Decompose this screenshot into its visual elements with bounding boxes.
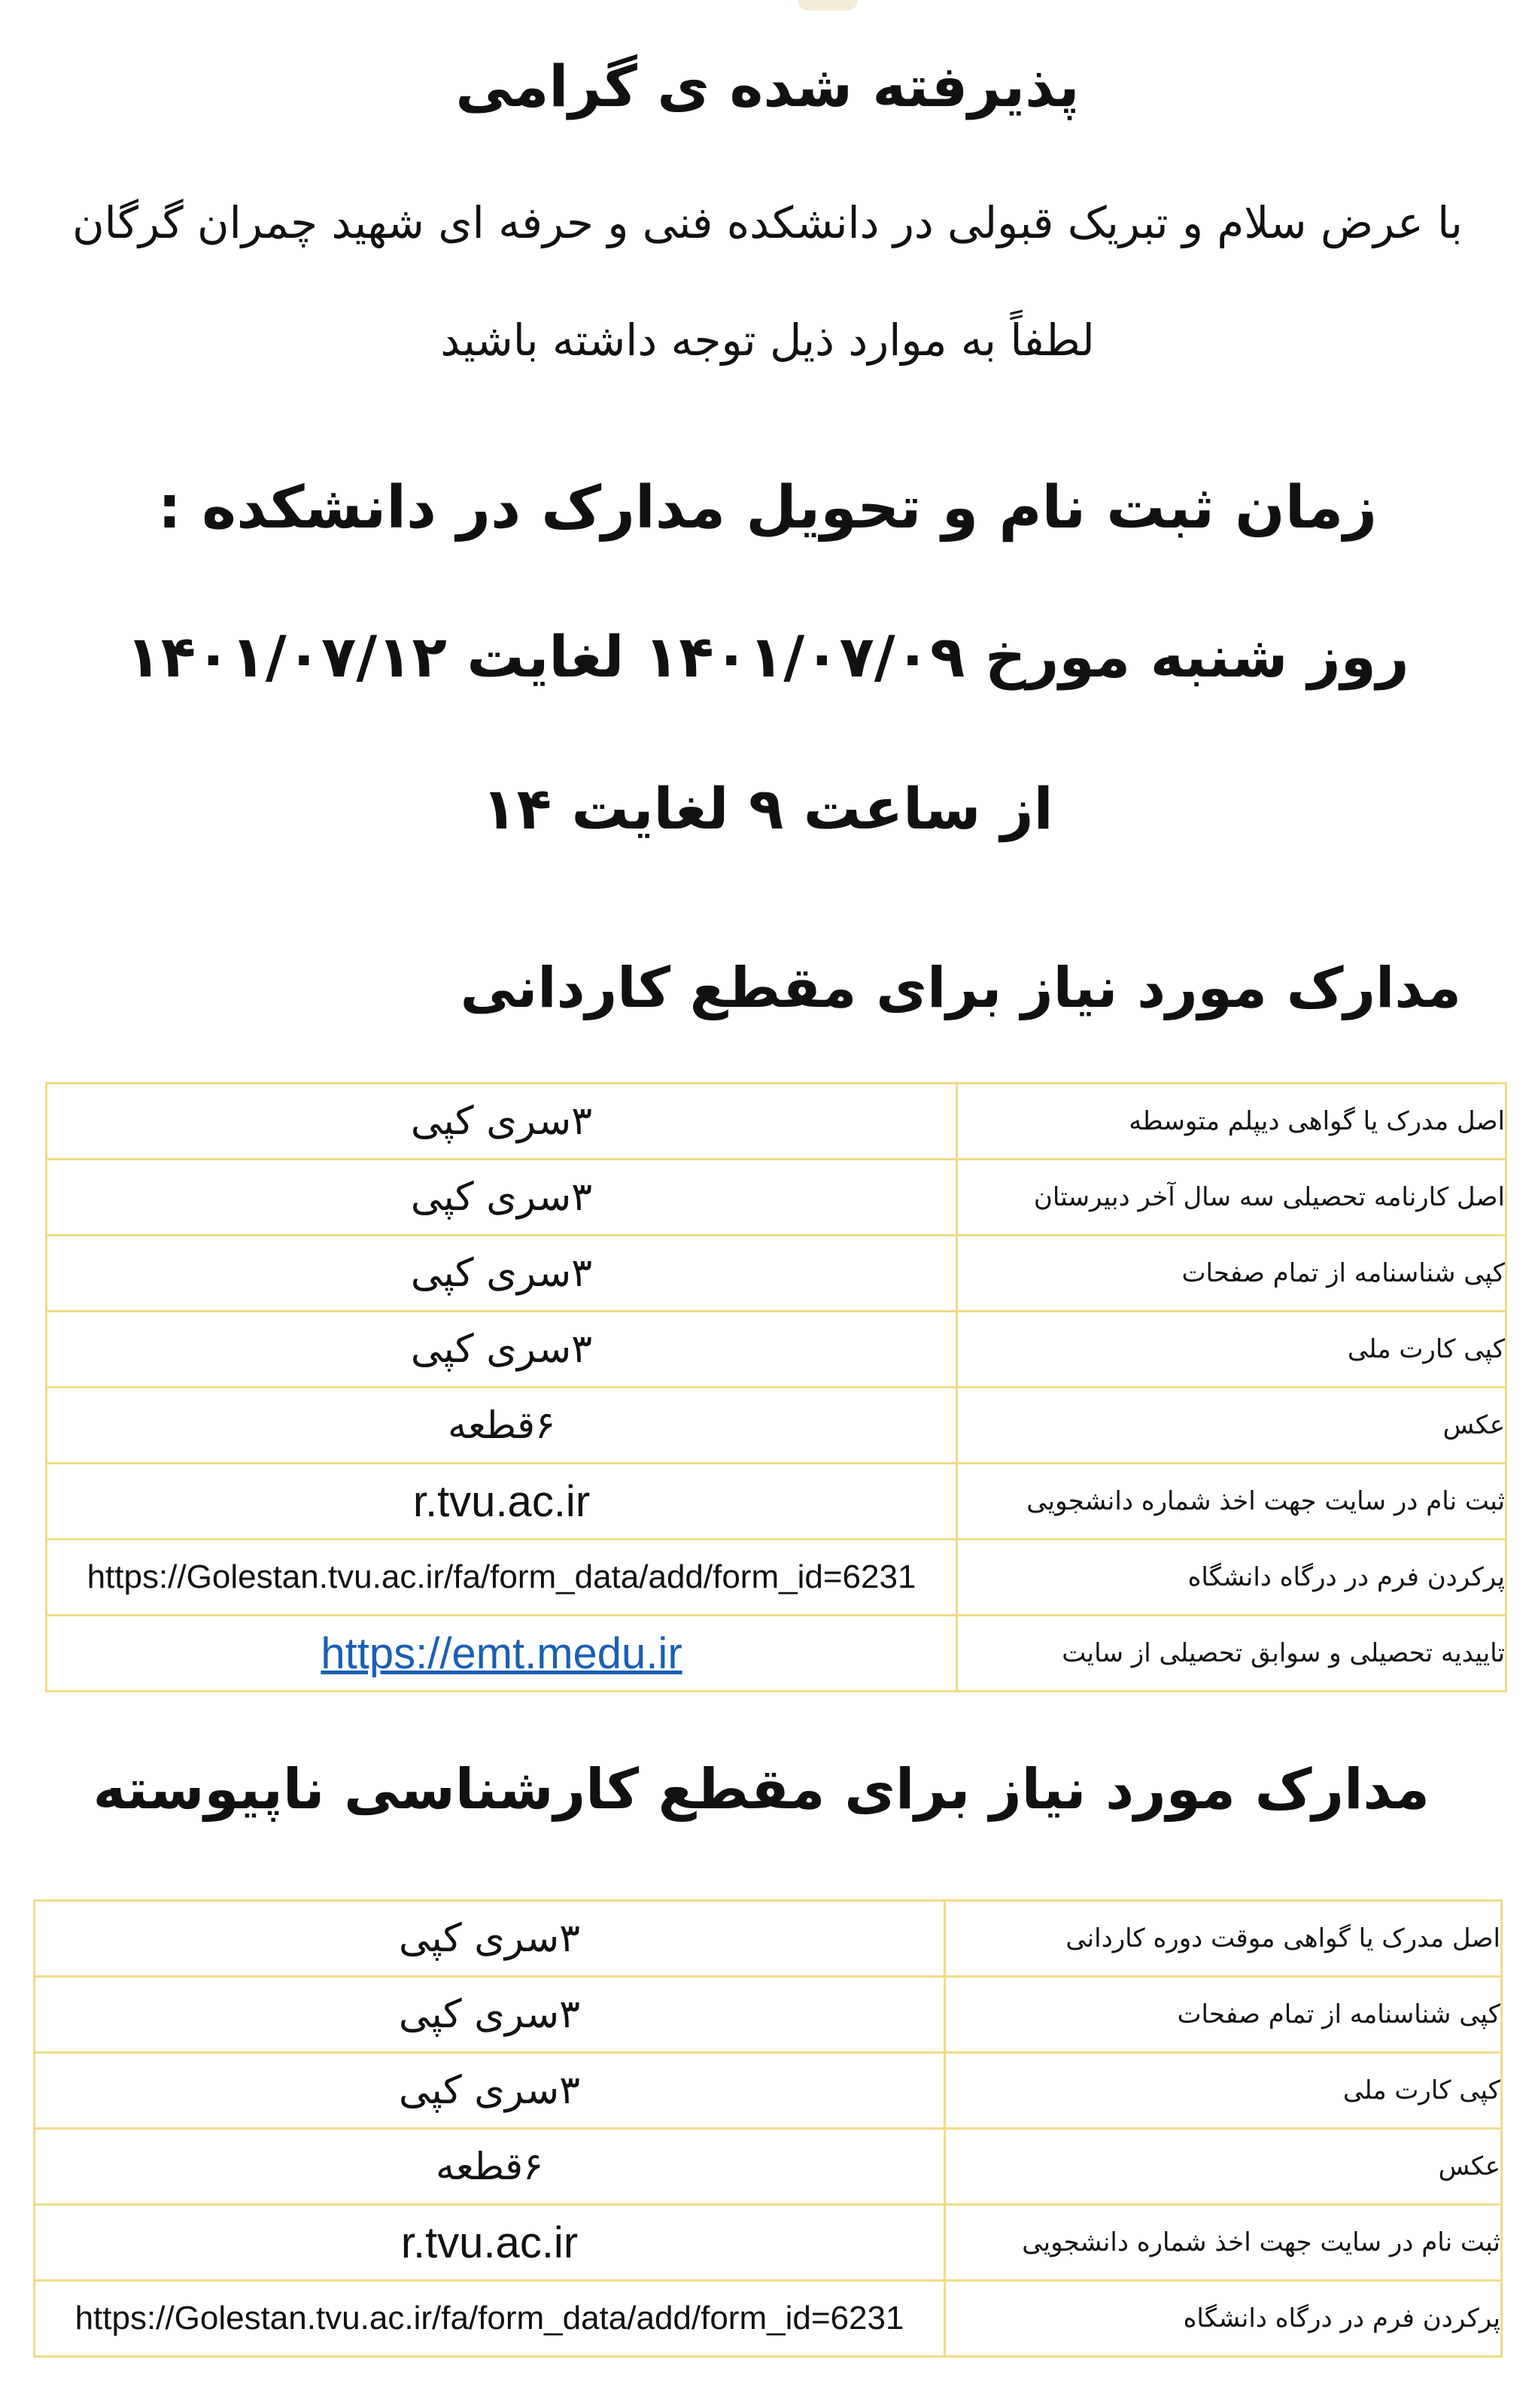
document-label: تاییدیه تحصیلی و سوابق تحصیلی از سایت	[957, 1616, 1506, 1692]
top-decoration	[798, 0, 858, 11]
document-label: اصل مدرک یا گواهی موقت دوره کاردانی	[945, 1901, 1502, 1977]
table-row	[47, 1540, 1506, 1616]
bachelor-documents-table	[33, 1899, 1503, 2358]
registration-hours: از ساعت ۹ لغایت ۱۴	[482, 775, 1053, 842]
table-row	[47, 1160, 1506, 1236]
document-label: اصل مدرک یا گواهی دیپلم متوسطه	[957, 1084, 1506, 1160]
table-row	[35, 1901, 1502, 1977]
table-row	[47, 1312, 1506, 1388]
document-label: عکس	[945, 2129, 1502, 2205]
table-row	[47, 1084, 1506, 1160]
document-label: کپی کارت ملی	[945, 2053, 1502, 2129]
form-url: https://Golestan.tvu.ac.ir/fa/form_data/add/form_id=6231	[35, 2281, 945, 2357]
table-row	[47, 1236, 1506, 1312]
registration-heading: زمان ثبت نام و تحویل مدارک در دانشکده :	[157, 474, 1378, 542]
document-label: کپی کارت ملی	[957, 1312, 1506, 1388]
intro-greeting: با عرض سلام و تبریک قبولی در دانشکده فنی و حرفه ای شهید چمران گرگان	[72, 197, 1463, 248]
intro-note: لطفاً به موارد ذیل توجه داشته باشید	[440, 315, 1095, 366]
associate-documents-table	[45, 1082, 1507, 1692]
document-label: پرکردن فرم در درگاه دانشگاه	[945, 2281, 1502, 2357]
associate-heading: مدارک مورد نیاز برای مقطع کاردانی	[460, 956, 1461, 1020]
emt-link[interactable]: https://emt.medu.ir	[47, 1616, 957, 1692]
document-label: عکس	[957, 1388, 1506, 1464]
table-row	[47, 1616, 1506, 1692]
required-photos: ۶قطعه	[35, 2129, 945, 2205]
required-photos: ۶قطعه	[47, 1388, 957, 1464]
required-copies: ۳سری کپی	[47, 1312, 957, 1388]
document-label: کپی شناسنامه از تمام صفحات	[957, 1236, 1506, 1312]
page-title: پذیرفته شده ی گرامی	[455, 53, 1080, 120]
table-row	[35, 2129, 1502, 2205]
required-copies: ۳سری کپی	[35, 2053, 945, 2129]
registration-dates: روز شنبه مورخ ۱۴۰۱/۰۷/۰۹ لغایت ۱۴۰۱/۰۷/۱۲	[126, 623, 1409, 690]
table-row	[35, 2053, 1502, 2129]
document-label: ثبت نام در سایت جهت اخذ شماره دانشجویی	[957, 1464, 1506, 1540]
table-row	[35, 1977, 1502, 2053]
document-label: پرکردن فرم در درگاه دانشگاه	[957, 1540, 1506, 1616]
required-copies: ۳سری کپی	[47, 1084, 957, 1160]
table-row	[47, 1464, 1506, 1540]
required-copies: ۳سری کپی	[47, 1236, 957, 1312]
form-url: https://Golestan.tvu.ac.ir/fa/form_data/add/form_id=6231	[47, 1540, 957, 1616]
document-label: اصل کارنامه تحصیلی سه سال آخر دبیرستان	[957, 1160, 1506, 1236]
registration-site: r.tvu.ac.ir	[35, 2205, 945, 2281]
document-label: ثبت نام در سایت جهت اخذ شماره دانشجویی	[945, 2205, 1502, 2281]
document-label: کپی شناسنامه از تمام صفحات	[945, 1977, 1502, 2053]
bachelor-heading: مدارک مورد نیاز برای مقطع کارشناسی ناپیوسته	[93, 1757, 1430, 1822]
registration-site: r.tvu.ac.ir	[47, 1464, 957, 1540]
required-copies: ۳سری کپی	[35, 1901, 945, 1977]
table-row	[47, 1388, 1506, 1464]
table-row	[35, 2205, 1502, 2281]
required-copies: ۳سری کپی	[35, 1977, 945, 2053]
required-copies: ۳سری کپی	[47, 1160, 957, 1236]
table-row	[35, 2281, 1502, 2357]
